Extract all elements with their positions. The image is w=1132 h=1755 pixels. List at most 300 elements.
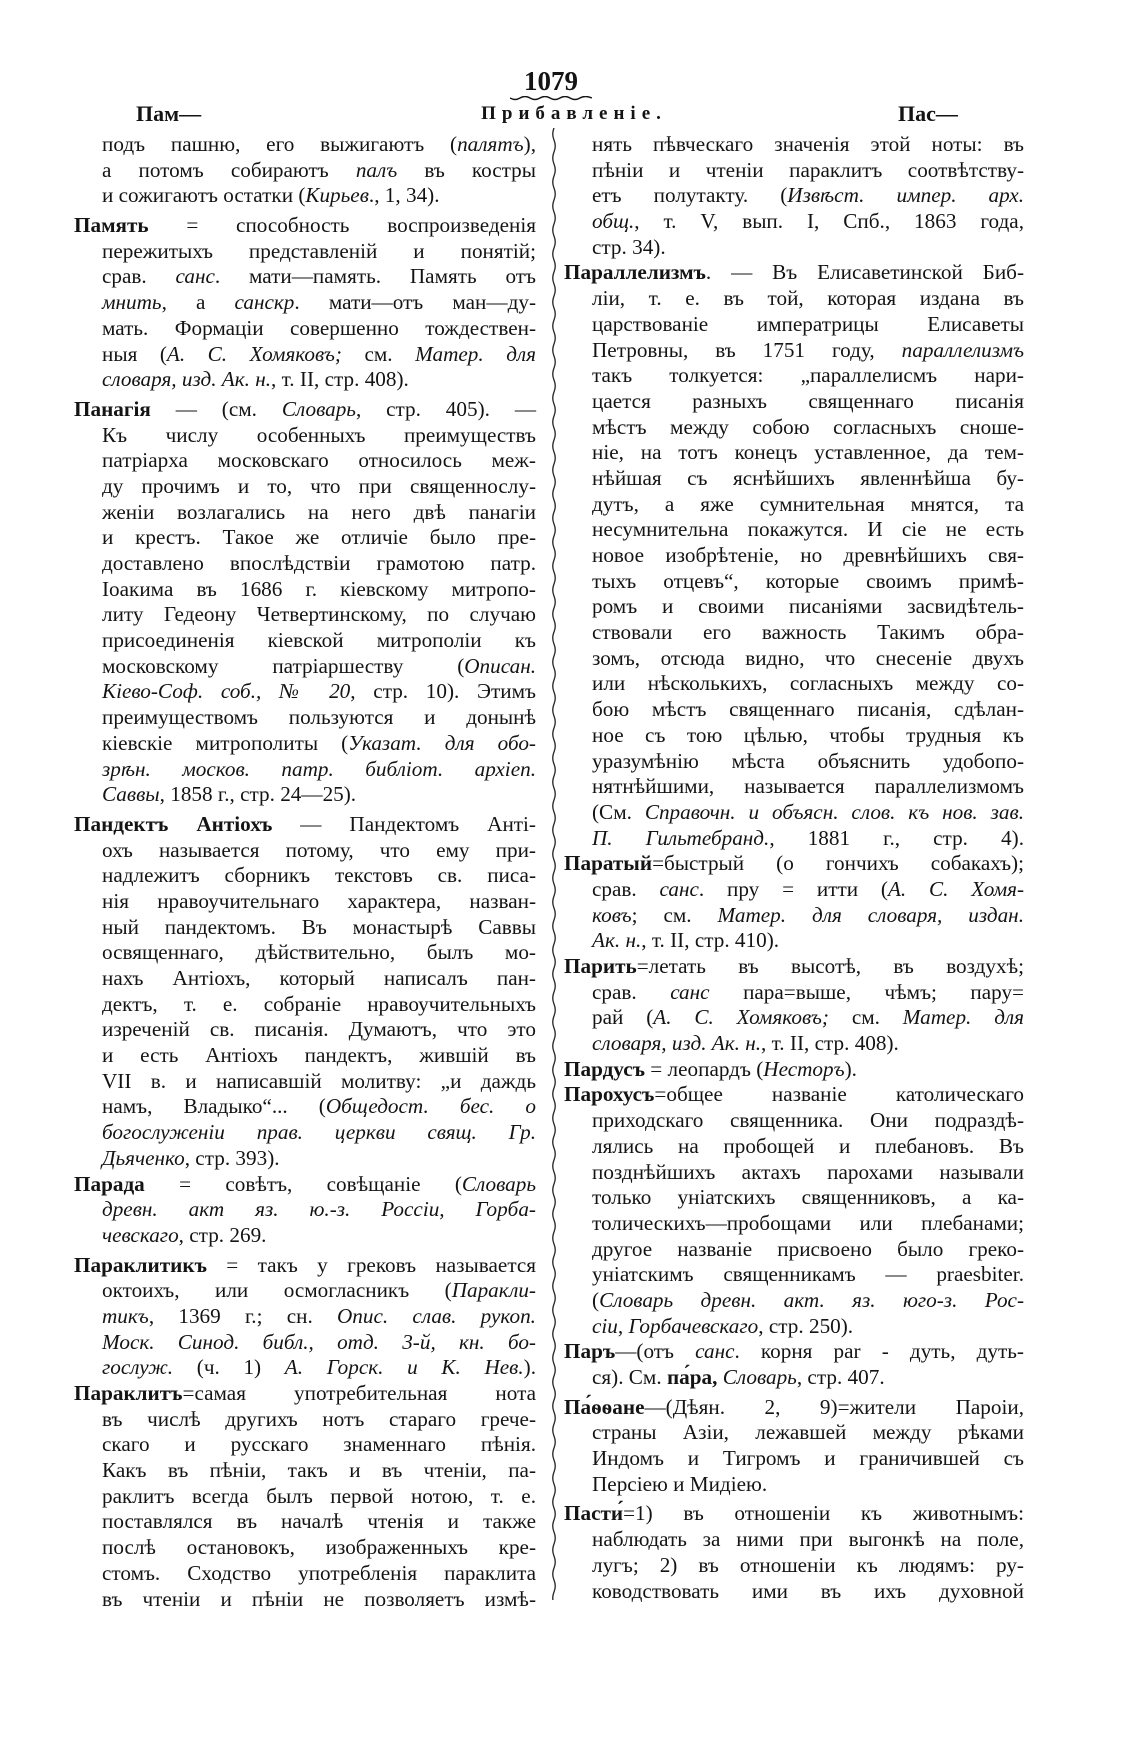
- text-run: ., 1, 34).: [368, 183, 440, 208]
- text-run: , стр. 10). Этимъ: [350, 679, 536, 704]
- text-run: . пру = итти (: [698, 876, 888, 901]
- text-run: уразумѣнію мѣста объяснить удобопо-: [592, 748, 1024, 773]
- text-run: мѣстъ между собою согласныхъ сноше-: [592, 414, 1024, 439]
- text-run: =быстрый (о гончихъ собакахъ);: [652, 851, 1024, 876]
- text-line: [102, 679, 536, 705]
- citation-italic: общ.: [592, 209, 635, 234]
- text-line: [592, 1185, 1024, 1211]
- text-run: зомъ, отсюда видно, что снесеніе двухъ: [592, 645, 1024, 670]
- text-line: [102, 915, 536, 941]
- text-run: , 1858 г., стр. 24—25).: [159, 782, 357, 807]
- text-run: ствовали его важность Такимъ обра-: [592, 620, 1024, 645]
- text-run: намъ, Владыко“... (: [102, 1094, 326, 1119]
- headword: Паръ: [564, 1339, 616, 1364]
- text-run: нятнѣйшими, называется параллелизмомъ: [592, 774, 1024, 799]
- text-line: [102, 448, 536, 474]
- text-line: [102, 367, 536, 393]
- citation-italic: Ак. н.: [592, 928, 642, 953]
- text-run: Петровны, въ 1751 году,: [592, 337, 902, 362]
- text-line: [592, 312, 1024, 338]
- text-run: стомъ. Сходство употребленія параклита: [102, 1560, 536, 1585]
- text-run: патріарха московскаго относилось меж-: [102, 448, 536, 473]
- text-line: [564, 954, 1024, 980]
- text-run: VII в. и написавшій молитву: „и даждь: [102, 1068, 536, 1093]
- text-run: дутъ, а яже сумнительная мнятся, та: [592, 491, 1024, 516]
- text-run: преимуществомъ пользуются и донынѣ: [102, 705, 536, 730]
- text-run: московскому патріаршеству (: [102, 653, 465, 678]
- text-run: ду прочимъ и то, что при священнослу-: [102, 473, 536, 498]
- citation-italic: словаря, изд. Ак. н.: [592, 1031, 762, 1056]
- text-run: новое изобрѣтеніе, но древнѣйшихъ свя-: [592, 543, 1024, 567]
- text-line: [592, 569, 1024, 595]
- text-run: . — Въ Елисаветинской Биб-: [705, 260, 1024, 285]
- text-line: [102, 757, 536, 783]
- headword: Парохусъ: [564, 1082, 655, 1107]
- text-run: = способность воспроизведенія: [148, 213, 536, 238]
- text-line: [74, 1253, 536, 1279]
- text-run: , стр. 407.: [796, 1365, 885, 1389]
- text-line: [592, 774, 1024, 800]
- text-run: лугъ; 2) въ отношеніи къ людямъ: ру-: [592, 1552, 1024, 1577]
- citation-italic: Опис. слав. рукоп.: [337, 1303, 536, 1328]
- text-run: —(Дѣян. 2, 9)=жители Пароіи,: [644, 1394, 1024, 1419]
- text-line: [102, 290, 536, 316]
- text-line: [102, 264, 536, 290]
- text-run: доставлено впослѣдствіи грамотою патр.: [102, 551, 536, 575]
- text-run: ліи, т. е. въ той, которая издана въ: [592, 286, 1024, 311]
- text-run: =летать въ высотѣ, въ воздухѣ;: [636, 954, 1024, 978]
- running-head-title: Прибавленіе.: [481, 103, 667, 124]
- text-run: , т. II, стр. 410).: [641, 928, 780, 953]
- text-line: [592, 1134, 1024, 1160]
- citation-italic: мнить: [102, 290, 162, 315]
- headword: Парить: [564, 954, 637, 978]
- text-run: такъ толкуется: „параллелисмъ нари-: [592, 363, 1024, 388]
- headword: Парада: [74, 1171, 145, 1196]
- text-run: нять пѣвческаго значенія этой ноты: въ: [592, 132, 1024, 156]
- page-number: 1079: [524, 66, 578, 96]
- text-run: (: [592, 1287, 600, 1312]
- text-run: . мати—отъ ман—ду-: [294, 290, 537, 315]
- text-run: послѣ остановокъ, изображенныхъ кре-: [102, 1535, 536, 1560]
- headword: Па́ѳѳане: [564, 1394, 645, 1419]
- text-line: [102, 423, 536, 449]
- text-run: , стр. 393).: [184, 1145, 280, 1170]
- text-line: [592, 415, 1024, 441]
- text-line: [102, 551, 536, 577]
- citation-italic: санс: [175, 264, 215, 289]
- text-line: [592, 877, 1024, 903]
- text-run: въ числѣ другихъ нотъ стараго грече-: [102, 1406, 536, 1431]
- left-column: [74, 132, 537, 1612]
- text-run: см.: [341, 341, 416, 366]
- text-run: . мати—память. Память отъ: [214, 264, 537, 289]
- text-run: и сожигаютъ остатки (: [102, 183, 306, 208]
- text-run: Персіею и Мидіею.: [592, 1471, 768, 1496]
- text-line: [102, 966, 536, 992]
- citation-italic: Словарь: [461, 1171, 536, 1196]
- text-line: [102, 474, 536, 500]
- text-line: [592, 517, 1024, 543]
- citation-italic: Матер. для: [902, 1005, 1024, 1030]
- text-line: [564, 1501, 1024, 1527]
- text-line: [102, 1304, 536, 1330]
- text-line: [592, 1579, 1024, 1605]
- text-line: [592, 980, 1024, 1006]
- citation-italic: А. С. Хомяковъ;: [653, 1005, 829, 1030]
- text-run: цается разныхъ священнаго писанія: [592, 388, 1024, 413]
- text-line: [592, 1160, 1024, 1186]
- text-line: [592, 1446, 1024, 1472]
- text-line: [592, 903, 1024, 929]
- citation-italic: Указат. для обо-: [348, 730, 536, 755]
- text-line: [592, 749, 1024, 775]
- text-run: страны Азіи, лежавшей между рѣками: [592, 1420, 1024, 1445]
- text-run: Іоакима въ 1686 г. кіевскому митропо-: [102, 576, 536, 601]
- running-head-right: Пас—: [898, 101, 958, 126]
- text-line: [592, 286, 1024, 312]
- text-line: [592, 620, 1024, 646]
- text-run: =1) въ отношеніи къ животнымъ:: [623, 1501, 1024, 1526]
- text-run: или нѣсколькихъ, согласныхъ между со-: [592, 671, 1024, 696]
- citation-italic: Моск. Синод. библ., отд. 3-й, кн. бо-: [102, 1329, 536, 1354]
- text-line: [102, 239, 536, 265]
- text-line: [102, 940, 536, 966]
- citation-italic: Дьяченко: [102, 1145, 185, 1170]
- text-run: царствованіе императрицы Елисаветы: [592, 311, 1024, 336]
- text-run: = такъ у грековъ называется: [206, 1252, 536, 1277]
- text-run: поставлялся въ началѣ чтенія и также: [102, 1509, 536, 1534]
- text-run: ныя (: [102, 341, 167, 366]
- text-run: ніе, на тотъ конецъ уставленное, да тем-: [592, 440, 1024, 465]
- text-line: [102, 1484, 536, 1510]
- text-run: пережитыхъ представленій и понятій;: [102, 238, 536, 263]
- headword: Пандектъ Антіохъ: [74, 811, 273, 836]
- citation-italic: Извѣст. импер. арх.: [787, 183, 1024, 208]
- citation-italic: параллелизмъ: [901, 337, 1024, 362]
- text-run: кіевскіе митрополиты (: [102, 730, 349, 755]
- text-line: [592, 235, 1024, 261]
- text-line: [592, 363, 1024, 389]
- text-line: [592, 594, 1024, 620]
- text-run: подъ пашню, его выжигаютъ (: [102, 132, 458, 156]
- text-run: ный пандектомъ. Въ монастырѣ Саввы: [102, 914, 536, 939]
- citation-italic: сіи, Горбачевскаго: [592, 1313, 759, 1338]
- text-run: етъ полутакту. (: [592, 183, 788, 208]
- citation-italic: П. Гильтебранд.: [592, 825, 770, 850]
- text-line: [102, 1587, 536, 1613]
- text-line: [74, 397, 536, 423]
- citation-italic: богослуженіи прав. церкви свящ. Гр.: [102, 1120, 536, 1145]
- text-run: срав.: [592, 979, 671, 1004]
- text-line: [102, 1535, 536, 1561]
- citation-italic: зрѣн. москов. патр. библіот. архіеп.: [102, 756, 536, 781]
- running-head-left: Пам—: [136, 101, 202, 126]
- text-run: присоединенія кіевской митрополіи къ: [102, 628, 536, 653]
- text-line: [592, 132, 1024, 158]
- text-line: [102, 628, 536, 654]
- text-run: , 1881 г., стр. 4).: [769, 825, 1024, 850]
- citation-italic: палъ: [355, 157, 398, 182]
- text-line: [74, 1381, 536, 1407]
- citation-italic: Справочн. и объясн. слов. къ нов. зав.: [644, 799, 1024, 824]
- right-column: [564, 132, 1024, 1604]
- text-line: [592, 338, 1024, 364]
- text-line: [102, 863, 536, 889]
- text-run: ),: [523, 132, 536, 156]
- citation-italic: тикъ: [102, 1303, 149, 1328]
- text-line: [102, 1069, 536, 1095]
- text-line: [592, 800, 1024, 826]
- citation-italic: Матер. для словаря, издан.: [717, 902, 1024, 927]
- text-run: пара=выше, чѣмъ; пару=: [709, 979, 1024, 1004]
- text-line: [74, 213, 536, 239]
- text-run: въ чтеніи и пѣніи не позволяетъ измѣ-: [102, 1586, 536, 1611]
- text-run: ное съ тою цѣлью, чтобы трудныя къ: [592, 722, 1024, 747]
- text-run: (См.: [592, 799, 645, 824]
- text-line: [564, 851, 1024, 877]
- text-line: [592, 158, 1024, 184]
- text-run: приходскаго священника. Они подраздѣ-: [592, 1108, 1024, 1133]
- text-line: [102, 1432, 536, 1458]
- text-line: [102, 1458, 536, 1484]
- text-run: лялись на пробощей и плебановъ. Въ: [592, 1133, 1024, 1158]
- text-run: тыхъ отцевъ“, которые своимъ примѣ-: [592, 568, 1024, 593]
- text-line: [592, 1472, 1024, 1498]
- citation-italic: гослуж.: [102, 1355, 174, 1380]
- text-line: [102, 1120, 536, 1146]
- text-line: [592, 1553, 1024, 1579]
- text-line: [592, 440, 1024, 466]
- headword: Параклитъ: [74, 1381, 183, 1405]
- text-line: [102, 342, 536, 368]
- text-run: —(отъ: [615, 1339, 696, 1364]
- citation-italic: Саввы: [102, 782, 160, 807]
- text-line: [102, 1509, 536, 1535]
- text-line: [592, 1314, 1024, 1340]
- text-run: , т. II, стр. 408).: [761, 1031, 899, 1056]
- headword: Пасти́: [564, 1501, 624, 1526]
- text-line: [564, 1395, 1024, 1421]
- text-line: [102, 838, 536, 864]
- text-run: толическихъ—пробощами или плебанами;: [592, 1210, 1024, 1235]
- text-line: [592, 492, 1024, 518]
- text-run: =общее названіе католическаго: [654, 1082, 1024, 1107]
- headword: Панагія: [74, 396, 151, 421]
- text-run: Какъ въ пѣніи, такъ и въ чтеніи, па-: [102, 1458, 536, 1483]
- text-run: въ костры: [397, 157, 536, 182]
- text-line: [102, 782, 536, 808]
- text-run: и есть Антіохъ пандектъ, жившій въ: [102, 1043, 536, 1068]
- citation-italic: Описан.: [464, 653, 536, 678]
- text-line: [74, 812, 536, 838]
- text-line: [564, 1339, 1024, 1365]
- citation-italic: Кіево-Соф. соб., № 20: [102, 679, 351, 704]
- text-line: [102, 1561, 536, 1587]
- text-line: [102, 1017, 536, 1043]
- text-line: [102, 183, 536, 209]
- text-line: [592, 543, 1024, 569]
- text-line: [102, 1223, 536, 1249]
- text-run: , стр. 405). —: [355, 396, 537, 421]
- text-run: ).: [844, 1056, 857, 1081]
- text-run: надлежитъ сборникъ текстовъ св. писа-: [102, 863, 536, 888]
- citation-italic: Матер. для: [415, 341, 537, 366]
- citation-italic: Словарь: [722, 1365, 797, 1389]
- text-run: скаго и русскаго знаменнаго пѣнія.: [102, 1432, 536, 1457]
- text-line: [102, 992, 536, 1018]
- citation-italic: санскр: [234, 290, 295, 315]
- text-line: [102, 316, 536, 342]
- text-run: , т. V, вып. I, Спб., 1863 года,: [634, 209, 1024, 234]
- text-run: ; см.: [631, 902, 718, 927]
- text-run: — Пандектомъ Анті-: [272, 811, 536, 836]
- text-run: а потомъ собираютъ: [102, 157, 356, 182]
- text-line: [592, 826, 1024, 852]
- text-run: женіи возлагались на него двѣ панагіи: [102, 499, 536, 524]
- text-run: (ч. 1): [173, 1355, 285, 1380]
- text-line: [74, 1172, 536, 1198]
- headword: Параллелизмъ: [564, 260, 706, 285]
- citation-italic: санс: [659, 876, 699, 901]
- text-line: [102, 731, 536, 757]
- text-run: наблюдать за ними при выгонкѣ на поле,: [592, 1527, 1024, 1552]
- text-line: [102, 705, 536, 731]
- text-run: . корня par - дуть, дуть-: [734, 1339, 1024, 1364]
- text-line: [102, 158, 536, 184]
- text-run: мать. Формаціи совершенно тождествен-: [102, 315, 536, 340]
- text-line: [102, 1407, 536, 1433]
- text-line: [592, 671, 1024, 697]
- text-line: [102, 1355, 536, 1381]
- text-run: срав.: [102, 264, 176, 289]
- column-divider: [550, 128, 558, 1600]
- headword: Паратый: [564, 851, 653, 876]
- text-run: и крестъ. Такое же отличіе было пре-: [102, 525, 536, 550]
- text-run: бою мѣстъ священнаго писанія, сдѣлан-: [592, 697, 1024, 722]
- text-line: [592, 389, 1024, 415]
- text-line: [592, 1237, 1024, 1263]
- text-run: , а: [161, 290, 235, 315]
- citation-italic: ковъ: [592, 902, 632, 927]
- text-run: пѣніи и чтеніи параклитъ соотвѣтству-: [592, 157, 1024, 182]
- citation-italic: Словарь древн. акт. яз. юго-з. Рос-: [599, 1287, 1024, 1312]
- text-run: раклитъ всегда былъ первой нотою, т. е.: [102, 1483, 536, 1508]
- text-line: [564, 1082, 1024, 1108]
- text-run: охъ называется потому, что ему при-: [102, 837, 536, 862]
- text-line: [592, 466, 1024, 492]
- text-run: Къ числу особенныхъ преимуществъ: [102, 422, 536, 447]
- text-run: = совѣтъ, совѣщаніе (: [144, 1171, 462, 1196]
- text-line: [102, 500, 536, 526]
- text-line: [102, 132, 536, 158]
- text-run: только уніатскихъ священниковъ, а ка-: [592, 1185, 1024, 1210]
- text-line: [102, 1330, 536, 1356]
- text-line: [102, 1146, 536, 1172]
- citation-italic: санс: [670, 979, 710, 1004]
- text-line: [102, 654, 536, 680]
- headword: Пардусъ: [564, 1056, 645, 1081]
- text-run: несумнительна покажутся. И сіе не есть: [592, 517, 1024, 542]
- citation-italic: А. Горск. и К. Нев.: [284, 1355, 524, 1380]
- text-run: ).: [523, 1355, 536, 1380]
- citation-italic: А. С. Хомя-: [887, 876, 1024, 901]
- text-run: другое названіе присвоено было греко-: [592, 1236, 1024, 1261]
- text-run: ководствовать ими въ ихъ духовной: [592, 1578, 1024, 1603]
- text-line: [564, 1057, 1024, 1083]
- text-run: дектъ, т. е. собраніе нравоучительныхъ: [102, 991, 536, 1016]
- text-run: октоихъ, или осмогласникъ (: [102, 1278, 452, 1303]
- headword: па́ра,: [666, 1365, 718, 1389]
- text-line: [102, 525, 536, 551]
- text-run: уніатскимъ священникамъ — praesbiter.: [592, 1262, 1024, 1287]
- text-line: [592, 183, 1024, 209]
- text-run: , т. II, стр. 408).: [271, 367, 409, 392]
- citation-italic: Общедост. бес. о: [325, 1094, 536, 1119]
- text-run: нія нравоучительнаго характера, назван-: [102, 888, 536, 913]
- text-line: [564, 260, 1024, 286]
- text-line: [102, 889, 536, 915]
- citation-italic: древн. акт яз. ю.-з. Россіи, Горба-: [102, 1197, 536, 1222]
- text-line: [102, 1197, 536, 1223]
- citation-italic: палятъ: [457, 132, 524, 156]
- text-line: [592, 1262, 1024, 1288]
- citation-italic: Несторъ: [763, 1056, 845, 1081]
- text-line: [102, 602, 536, 628]
- text-line: [102, 1043, 536, 1069]
- text-run: ромъ и своими писаніями засвидѣтель-: [592, 594, 1024, 619]
- text-line: [592, 723, 1024, 749]
- text-line: [592, 1288, 1024, 1314]
- text-run: ся). См.: [592, 1365, 667, 1389]
- citation-italic: словаря, изд. Ак. н.: [102, 367, 272, 392]
- text-line: [592, 1420, 1024, 1446]
- text-line: [592, 646, 1024, 672]
- text-run: см.: [828, 1005, 903, 1030]
- citation-italic: Кирьев: [305, 183, 369, 208]
- headword: Память: [74, 213, 149, 238]
- text-run: рай (: [592, 1005, 654, 1030]
- text-run: нахъ Антіохъ, который написалъ пан-: [102, 966, 536, 990]
- text-run: нѣйшая съ яснѣйшихъ явленнѣйша бу-: [592, 465, 1024, 490]
- text-line: [102, 1094, 536, 1120]
- text-line: [592, 1108, 1024, 1134]
- text-line: [592, 1005, 1024, 1031]
- text-run: , стр. 269.: [178, 1222, 267, 1247]
- citation-italic: Словарь: [281, 396, 356, 421]
- text-run: стр. 34).: [592, 234, 666, 259]
- citation-italic: чевскаго: [102, 1222, 179, 1247]
- text-line: [592, 697, 1024, 723]
- text-run: =самая употребительная нота: [182, 1381, 536, 1405]
- text-run: = леопардъ (: [645, 1056, 764, 1081]
- text-line: [592, 1527, 1024, 1553]
- text-line: [102, 577, 536, 603]
- text-run: литу Гедеону Четвертинскому, по случаю: [102, 602, 536, 627]
- text-run: , стр. 250).: [758, 1313, 854, 1338]
- text-run: , 1369 г.; сн.: [148, 1303, 337, 1328]
- text-line: [592, 928, 1024, 954]
- text-run: — (см.: [150, 396, 282, 421]
- text-run: Индомъ и Тигромъ и граничившей съ: [592, 1446, 1024, 1471]
- citation-italic: санс: [695, 1339, 735, 1364]
- text-line: [592, 1211, 1024, 1237]
- text-line: [592, 1365, 1024, 1391]
- citation-italic: Параклu-: [451, 1278, 536, 1303]
- text-run: позднѣйшихъ актахъ парохами называли: [592, 1159, 1024, 1184]
- citation-italic: А. С. Хомяковъ;: [166, 341, 342, 366]
- text-line: [592, 1031, 1024, 1057]
